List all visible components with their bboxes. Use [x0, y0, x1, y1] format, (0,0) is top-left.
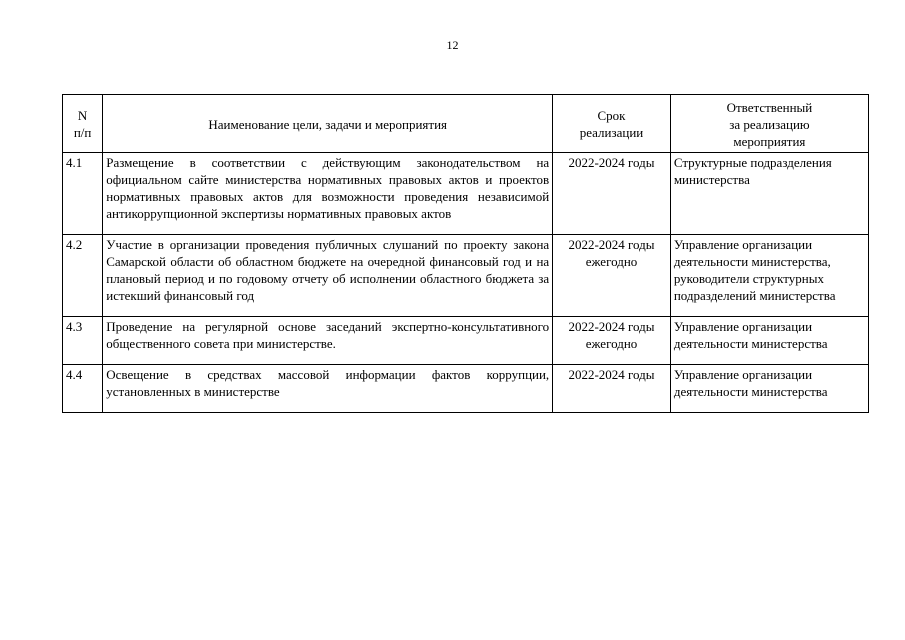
action-plan-table — [62, 94, 869, 413]
page-number: 12 — [446, 38, 459, 52]
table-row — [63, 365, 869, 413]
row-term — [553, 317, 671, 365]
row-term-line1: 2022-2024 годы — [568, 237, 655, 252]
row-term — [553, 365, 671, 413]
row-responsible: Структурные подразделения министерства — [670, 153, 868, 235]
table-row — [63, 235, 869, 317]
row-term-line1: 2022-2024 годы — [568, 367, 655, 382]
header-responsible — [670, 95, 868, 153]
row-activity-name: Освещение в средствах массовой информации фактов коррупции, установленных в министерстве — [103, 365, 553, 413]
header-number-line1: N — [77, 108, 88, 123]
row-activity-name: Участие в организации проведения публичных слушаний по проекту закона Самарской области об областном бюджете на очередной финансовый год и на плановый период и по годовому отчету об исполнении областного бюджета за истекший финансовый год — [103, 235, 553, 317]
header-term-line1: Срок — [597, 108, 626, 123]
table-row — [63, 153, 869, 235]
row-responsible: Управление организации деятельности министерства — [670, 365, 868, 413]
header-name — [103, 95, 553, 153]
header-responsible-line1: Ответственный — [726, 99, 813, 115]
header-responsible-line2: за реализацию — [729, 116, 810, 132]
row-responsible: Управление организации деятельности министерства, руководители структурных подразделений министерства — [670, 235, 868, 317]
row-number: 4.2 — [63, 235, 103, 317]
row-number: 4.3 — [63, 317, 103, 365]
header-term — [553, 95, 671, 153]
row-term-line2: ежегодно — [585, 254, 638, 269]
row-responsible: Управление организации деятельности министерства — [670, 317, 868, 365]
header-responsible-line3: мероприятия — [733, 133, 806, 149]
row-number: 4.4 — [63, 365, 103, 413]
table-header-row — [63, 95, 869, 153]
row-term-line1: 2022-2024 годы — [568, 319, 655, 334]
row-term-line1: 2022-2024 годы — [568, 155, 655, 170]
header-term-line2: реализации — [579, 125, 644, 140]
row-term — [553, 235, 671, 317]
row-activity-name: Размещение в соответствии с действующим законодательством на официальном сайте министерства нормативных правовых актов и проектов нормативных правовых актов для возможности проведения независимой антикоррупционной экспертизы нормативных правовых актов — [103, 153, 553, 235]
header-name-text: Наименование цели, задачи и мероприятия — [208, 116, 448, 132]
header-number-line2: п/п — [73, 125, 92, 140]
row-term-line2: ежегодно — [585, 336, 638, 351]
table-row — [63, 317, 869, 365]
row-activity-name: Проведение на регулярной основе заседаний экспертно-консультативного общественного совета при министерстве. — [103, 317, 553, 365]
row-term — [553, 153, 671, 235]
header-number — [63, 95, 103, 153]
row-number: 4.1 — [63, 153, 103, 235]
